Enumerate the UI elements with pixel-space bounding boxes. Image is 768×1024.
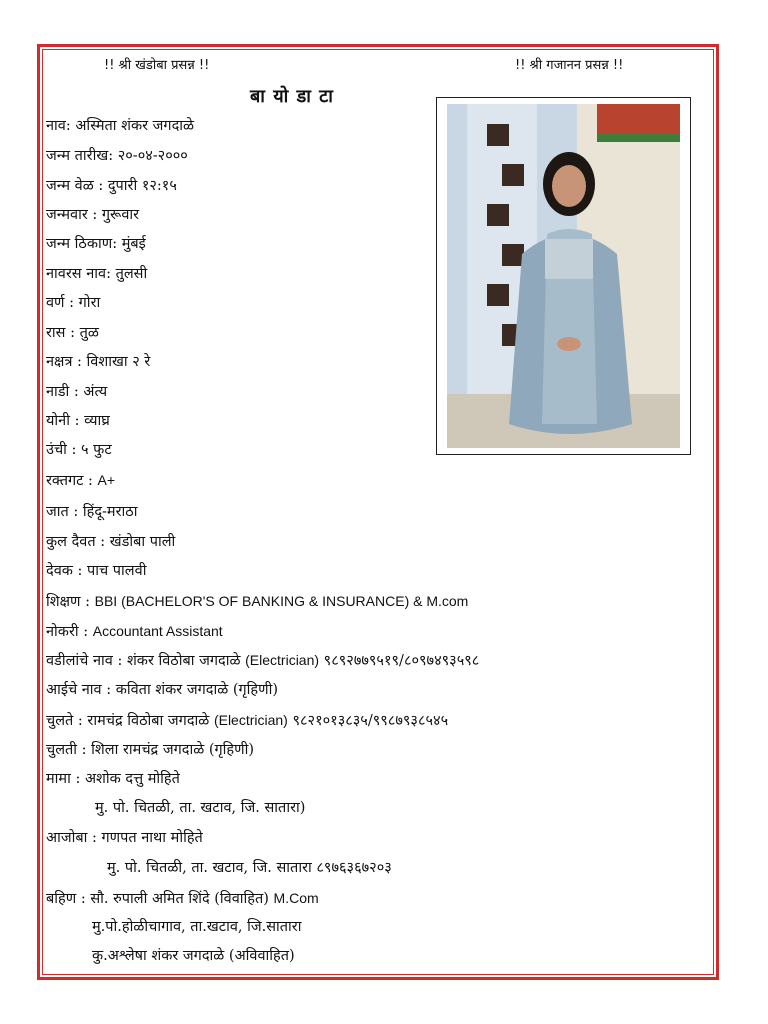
detail-row: मु.पो.होळीचागाव, ता.खटाव, जि.सातारा	[92, 919, 302, 935]
detail-label: वडीलांचे नाव : शंकर विठोबा जगदाळे	[46, 653, 246, 669]
detail-phone: ९८९२७७९५१९/८०९७४९३५९८	[319, 653, 480, 669]
detail-row	[46, 621, 223, 642]
detail-label: बहिण : सौ. रुपाली अमित शिंदे (विवाहित)	[46, 891, 274, 907]
detail-value: Accountant Assistant	[92, 623, 223, 639]
detail-row: देवक : पाच पालवी	[46, 563, 147, 579]
detail-value: A+	[97, 472, 116, 488]
blessing-gajanan: !! श्री गजानन प्रसन्न !!	[515, 58, 624, 73]
detail-label: रक्तगट :	[46, 473, 98, 489]
detail-value: (Electrician)	[213, 712, 288, 728]
detail-row: कुल दैवत : खंडोबा पाली	[46, 534, 176, 550]
detail-value: M.Com	[273, 890, 319, 906]
detail-row: उंची : ५ फुट	[46, 442, 112, 458]
detail-row: योनी : व्याघ्र	[46, 413, 110, 429]
detail-row: जन्म ठिकाण: मुंबई	[46, 236, 146, 252]
detail-row: आईचे नाव : कविता शंकर जगदाळे (गृहिणी)	[46, 682, 279, 698]
detail-row	[46, 888, 319, 909]
detail-row: कु.अश्लेषा शंकर जगदाळे (अविवाहित)	[92, 948, 295, 964]
detail-row: नक्षत्र : विशाखा २ रे	[46, 354, 151, 370]
detail-row: मु. पो. चितळी, ता. खटाव, जि. सातारा ८९७६३६७२०३	[107, 860, 392, 876]
portrait-photo	[447, 104, 680, 448]
detail-value: (Electrician)	[245, 652, 320, 668]
detail-row: जन्मवार : गुरूवार	[46, 207, 140, 223]
detail-label: शिक्षण :	[46, 594, 95, 610]
detail-row: नाव: अस्मिता शंकर जगदाळे	[46, 118, 195, 134]
detail-label: नोकरी :	[46, 624, 93, 640]
detail-row	[46, 470, 115, 491]
document-title: बा यो डा टा	[250, 86, 334, 107]
detail-row: रास : तुळ	[46, 325, 99, 341]
photo-frame	[436, 97, 691, 455]
detail-row	[46, 591, 468, 612]
detail-row: मु. पो. चितळी, ता. खटाव, जि. सातारा)	[95, 800, 306, 816]
detail-row	[46, 710, 448, 731]
detail-row: नावरस नाव: तुलसी	[46, 266, 148, 282]
detail-row: नाडी : अंत्य	[46, 384, 108, 400]
blessing-khandoba: !! श्री खंडोबा प्रसन्न !!	[104, 58, 210, 73]
detail-phone: ९८२१०१३८३५/९९८७९३८५४५	[287, 713, 449, 729]
detail-value: BBI (BACHELOR'S OF BANKING & INSURANCE) & M.com	[94, 593, 469, 609]
detail-row: जन्म वेळ : दुपारी १२:१५	[46, 178, 177, 194]
detail-label: चुलते : रामचंद्र विठोबा जगदाळे	[46, 713, 214, 729]
detail-row: जन्म तारीख: २०-०४-२०००	[46, 148, 188, 164]
detail-row: चुलती : शिला रामचंद्र जगदाळे (गृहिणी)	[46, 742, 255, 758]
detail-row: जात : हिंदू-मराठा	[46, 504, 138, 520]
detail-row: मामा : अशोक दत्तु मोहिते	[46, 771, 180, 787]
detail-row: आजोबा : गणपत नाथा मोहिते	[46, 830, 203, 846]
detail-row: वर्ण : गोरा	[46, 295, 101, 311]
detail-row	[46, 650, 479, 671]
